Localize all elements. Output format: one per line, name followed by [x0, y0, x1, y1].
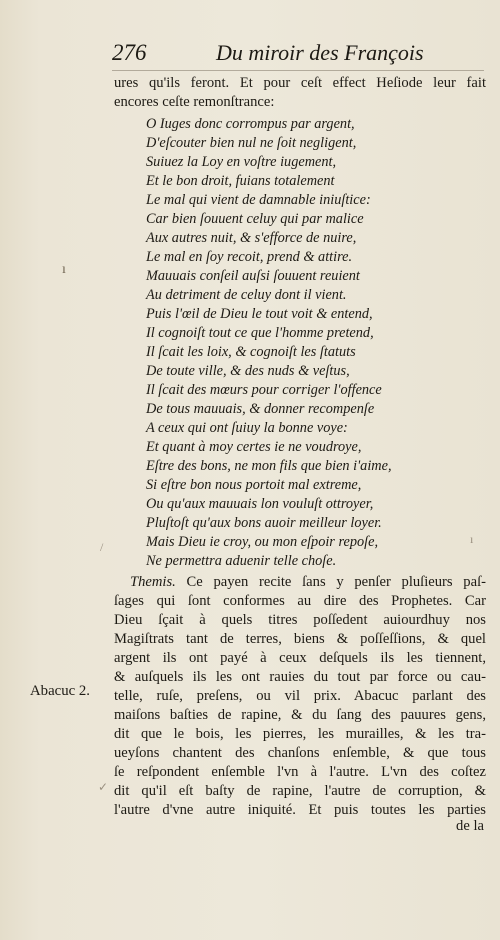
ink-blemish: ı: [470, 532, 474, 546]
prose-line: argent ils ont payé à ceux deſquels ils les tiennent,: [114, 650, 486, 666]
verse-line: Car bien ſouuent celuy qui par malice: [146, 211, 364, 227]
prose-line: dit qu'il eſt baſty de rapine, l'autre de corruption, &: [114, 783, 486, 799]
prose-line: ſe reſpondent enſemble l'vn à l'autre. L'vn des coſtez: [114, 764, 486, 780]
verse-line: Ne permettra aduenir telle choſe.: [146, 553, 337, 569]
verse-line: Et le bon droit, fuians totalement: [146, 173, 335, 189]
verse-line: Et quant à moy certes ie ne voudroye,: [146, 439, 362, 455]
verse-line: Ou qu'aux mauuais lon vouluſt ottroyer,: [146, 496, 374, 512]
prose-line: ſages qui ſont conformes au dire des Prophetes. Car: [114, 593, 486, 609]
prose-line: l'autre d'vne autre iniquité. Et puis toutes les parties: [114, 802, 486, 818]
verse-line: Au detriment de celuy dont il vient.: [146, 287, 347, 303]
verse-line: De tous mauuais, & donner recompenſe: [146, 401, 375, 417]
prose-line: & auſquels ils les ont rauies du tout par force ou cau-: [114, 669, 486, 685]
verse-line: De toute ville, & des nuds & veſtus,: [146, 363, 350, 379]
ink-blemish: /: [100, 540, 104, 554]
verse-line: Puis l'œil de Dieu le tout voit & entend,: [146, 306, 373, 322]
header-rule: [112, 70, 484, 71]
verse-line: Suiuez la Loy en voſtre iugement,: [146, 154, 337, 170]
prose-text: Ce payen recite ſans y penſer pluſieurs paſ-: [186, 574, 486, 590]
prose-line: ueyſons chantent des chanſons enſemble, & que tous: [114, 745, 486, 761]
verse-line: Mais Dieu ie croy, ou mon eſpoir repoſe,: [146, 534, 379, 550]
prose-line: dit que le bois, les pierres, les murailles, & les tra-: [114, 726, 486, 742]
catchword: de la: [456, 818, 484, 834]
verse-line: O Iuges donc corrompus par argent,: [146, 116, 355, 132]
ink-blemish: ✓: [98, 780, 109, 794]
verse-line: Pluſtoſt qu'aux bons auoir meilleur loyer.: [146, 515, 382, 531]
verse-line: Il ſcait des mœurs pour corriger l'offence: [146, 382, 382, 398]
prose-line-first: [130, 572, 486, 592]
speaker-name: Themis.: [130, 574, 176, 590]
verse-line: A ceux qui ont ſuiuy la bonne voye:: [146, 420, 348, 436]
margin-mark: ı: [62, 262, 66, 277]
verse-line: Si eſtre bon nous portoit mal extreme,: [146, 477, 362, 493]
prose-line: telle, ruſe, preſens, ou vil prix. Abacuc parlant des: [114, 688, 486, 704]
prose-line: encores ceſte remonſtrance:: [114, 94, 275, 110]
prose-line: Dieu ſçait à quels titres poſſedent auiourdhuy nos: [114, 612, 486, 628]
verse-line: Eſtre des bons, ne mon fils que bien i'aime,: [146, 458, 392, 474]
verse-line: Le mal en ſoy recoit, prend & attire.: [146, 249, 353, 265]
margin-note: Abacuc 2.: [30, 683, 90, 699]
verse-line: Aux autres nuit, & s'efforce de nuire,: [146, 230, 357, 246]
prose-line: Magiſtrats tant de terres, biens & poſſeſſions, & quel: [114, 631, 486, 647]
verse-line: Il ſcait les loix, & cognoiſt les ſtatuts: [146, 344, 356, 360]
verse-line: Le mal qui vient de damnable iniuſtice:: [146, 192, 371, 208]
verse-line: Mauuais conſeil auſsi ſouuent reuient: [146, 268, 360, 284]
prose-line: ures qu'ils feront. Et pour ceſt effect Heſiode leur fait: [114, 75, 486, 91]
prose-line: maiſons baſties de rapine, & du ſang des pauures gens,: [114, 707, 486, 723]
verse-line: Il cognoiſt tout ce que l'homme pretend,: [146, 325, 374, 341]
running-title: Du miroir des François: [216, 40, 424, 65]
page-header: [112, 40, 484, 70]
verse-line: D'eſcouter bien nul ne ſoit negligent,: [146, 135, 357, 151]
page-number: 276: [112, 40, 147, 65]
